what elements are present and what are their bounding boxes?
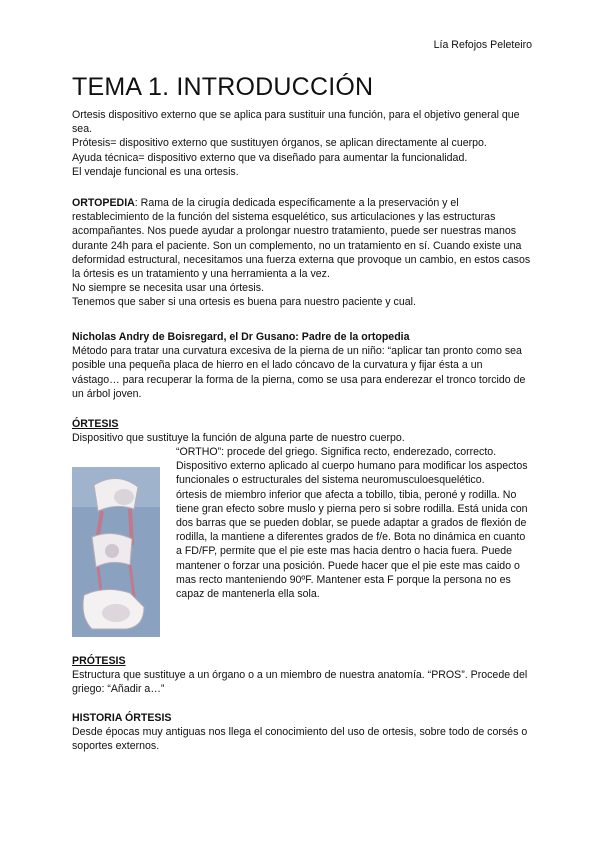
intro-ortesis: Ortesis dispositivo externo que se aplica para sustituir una función, para el objetivo general que sea. [72, 109, 520, 136]
ortesis-line-1: Dispositivo que sustituye la función de alguna parte de nuestro cuerpo. [72, 432, 405, 445]
ortopedia-term: ORTOPEDIA [72, 197, 135, 209]
author-name: Lía Refojos Peleteiro [433, 39, 532, 51]
ortesis-description: órtesis de miembro inferior que afecta a tobillo, tibia, peroné y rodilla. No tiene gran efecto sobre muslo y pierna pero si sobre rodilla. Está unida con dos barras que se pueden doblar, se puede adaptar a grados de flexión de rodilla, la mantiene a diferentes grados de f/e. Bota no dinámica en cuanto a FD/FP, permite que el pie este mas hacia dentro o hacia fuera. Puede mantener o forzar una posición. Puede hacer que el pie este mas caido o mas recto manteniendo 90ºF. Mantener esta F porque la persona no es capaz de mantenerla ella sola. [176, 488, 528, 601]
intro-ayuda-tecnica: Ayuda técnica= dispositivo externo que va diseñado para aumentar la funcionalidad. [72, 151, 468, 164]
ortopedia-text: : Rama de la cirugía dedicada específicamente a la preservación y el restablecimiento de la función del sistema esquelético, sus articulaciones y las estructuras acompañantes. Nos puede ayudar a prolongar nuestro tratamiento, puede ser nuestras manos durante 24h para el paciente. Son un complemento, no un tratamiento en sí. Cuando existe una deformidad estructural, necesitamos una fuerza externa que provoque un cambio, en estos casos la órtesis es un tratamiento y una herramienta a la vez. [72, 197, 531, 281]
ortesis-section [72, 417, 532, 445]
intro-section [72, 108, 532, 179]
andry-section [72, 330, 532, 401]
andry-text: Método para tratar una curvatura excesiva de la pierna de un niño: “aplicar tan pronto como sea posible una pequeña placa de hierro en el lado cóncavo de la curvatura y fijar ésta a un vástago… para recuperar la forma de la pierna, como se usa para enderezar el tronco torcido de un árbol joven. [72, 345, 526, 400]
protesis-text: Estructura que sustituye a un órgano o a un miembro de nuestra anatomía. “PROS”. Procede del griego: “Añadir a…” [72, 669, 528, 696]
intro-protesis: Prótesis= dispositivo externo que sustituyen órganos, se aplican directamente al cuerpo. [72, 137, 487, 150]
historia-section [72, 711, 532, 754]
ortopedia-section [72, 196, 532, 310]
ortopedia-line-3: Tenemos que saber si una ortesis es buena para nuestro paciente y cual. [72, 296, 416, 309]
historia-text: Desde épocas muy antiguas nos llega el conocimiento del uso de ortesis, sobre todo de corsés o soportes externos. [72, 726, 528, 753]
ortopedia-paragraph [72, 196, 532, 281]
orthosis-image [72, 467, 160, 637]
knee-ankle-foot-orthosis-illustration [72, 467, 160, 637]
protesis-heading: PRÓTESIS [72, 655, 126, 667]
intro-vendaje: El vendaje funcional es una ortesis. [72, 165, 239, 178]
ortesis-heading: ÓRTESIS [72, 418, 119, 430]
andry-heading: Nicholas Andry de Boisregard, el Dr Gusano: Padre de la ortopedia [72, 331, 410, 343]
protesis-section [72, 654, 532, 697]
ortopedia-line-2: No siempre se necesita usar una órtesis. [72, 282, 264, 295]
historia-heading: HISTORIA ÓRTESIS [72, 712, 172, 724]
ortesis-side-text [176, 445, 532, 601]
ortho-definition: “ORTHO”: procede del griego. Significa recto, enderezado, correcto. [176, 446, 497, 458]
ortesis-definition: Dispositivo externo aplicado al cuerpo humano para modificar los aspectos funcionales o estructurales del sistema neuromusculoesquelético. [176, 460, 528, 487]
page-title: TEMA 1. INTRODUCCIÓN [72, 73, 374, 101]
